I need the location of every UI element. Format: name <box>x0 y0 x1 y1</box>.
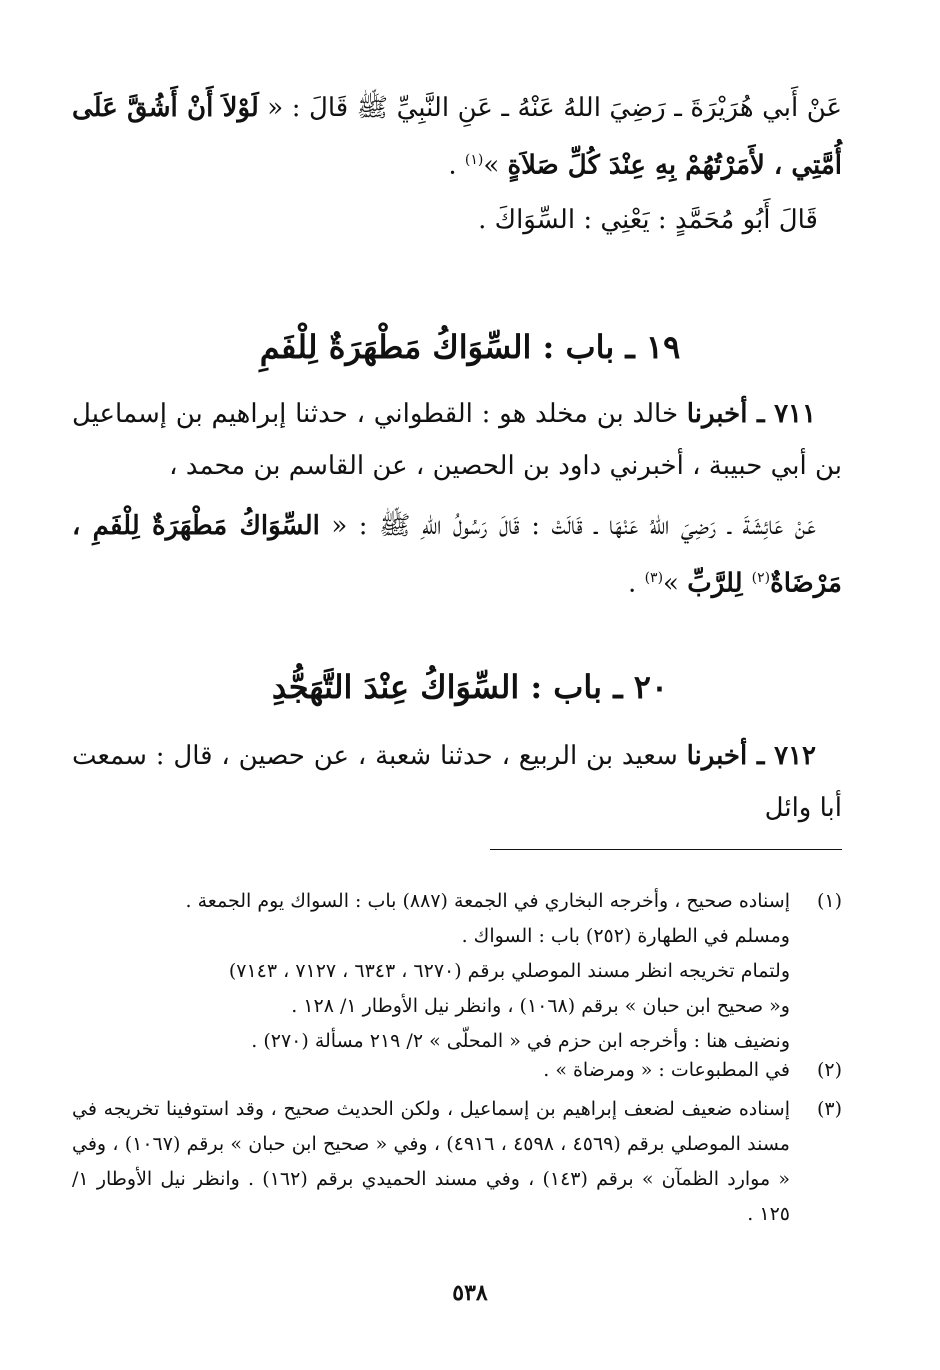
footnote-1-line: ولتمام تخريجه انظر مسند الموصلي برقم (٦٢٧٠ ، ٦٣٤٣ ، ٧١٢٧ ، ٧١٤٣) <box>228 960 790 982</box>
hadith-710-explanation: قَالَ أَبُو مُحَمَّدٍ : يَعْنِي : السِّوَاكَ . <box>478 205 818 235</box>
footnote-2 <box>72 1053 842 1088</box>
chapter-20-heading: ٢٠ ـ باب : السِّوَاكُ عِنْدَ التَّهَجُّدِ <box>271 668 669 706</box>
footnote-1-number: (١) <box>816 890 842 912</box>
footnote-ref-1: (١) <box>464 152 484 168</box>
footnote-3 <box>72 1092 842 1232</box>
hadith-711-quote-close: » <box>663 568 688 599</box>
hadith-710-intro: عَنْ أَبي هُرَيْرَةَ ـ رَضِيَ اللهُ عَنْهُ ـ عَنِ النَّبِيِّ ﷺ قَالَ : « <box>258 93 843 123</box>
footnote-2-number: (٢) <box>816 1059 842 1081</box>
hadith-711-matn <box>72 500 842 610</box>
hadith-711-chain: خالد بن مخلد هو : القطواني ، حدثنا إبراهيم بن إسماعيل بن أبي حبيبة ، أخبرني داود بن الحصين ، عن القاسم بن محمد ، <box>72 399 842 481</box>
hadith-712-chain: سعيد بن الربيع ، حدثنا شعبة ، عن حصين ، قال : سمعت أبا وائل <box>72 741 842 823</box>
hadith-710-quote-close: » <box>483 150 508 181</box>
footnote-1-line: ونضيف هنا : وأخرجه ابن حزم في « المحلّى » ٢/ ٢١٩ مسألة (٢٧٠) . <box>251 1030 790 1052</box>
footnote-ref-3: (٣) <box>644 570 664 586</box>
hadith-711-akhbarana: أخبرنا <box>686 399 757 429</box>
footnote-ref-2: (٢) <box>751 570 771 586</box>
hadith-710-text <box>72 82 842 192</box>
footnote-1-line: ومسلم في الطهارة (٢٥٢) باب : السواك . <box>461 925 790 947</box>
footnote-separator <box>490 849 842 850</box>
hadith-710-quote: لَوْلاَ أَنْ أَشُقَّ عَلَى أُمَّتِي ، لأَمَرْتُهُمْ بِهِ عِنْدَ كُلِّ صَلاَةٍ <box>72 93 842 181</box>
hadith-711-quote-b: لِلرَّبِّ <box>687 568 752 599</box>
hadith-710-end: . <box>448 150 465 181</box>
hadith-712-isnad <box>72 730 842 834</box>
page-number: ٥٣٨ <box>452 1280 488 1306</box>
footnote-3-number: (٣) <box>816 1098 842 1120</box>
footnote-1-line: و« صحيح ابن حبان » برقم (١٠٦٨) ، وانظر نيل الأوطار ١/ ١٢٨ . <box>291 995 790 1017</box>
hadith-712-akhbarana: أخبرنا <box>686 741 757 771</box>
hadith-711-isnad <box>72 388 842 492</box>
footnote-1-line: إسناده صحيح ، وأخرجه البخاري في الجمعة (٨٨٧) باب : السواك يوم الجمعة . <box>185 890 790 912</box>
hadith-711-intro: عَنْ عَائِشَةَ ـ رَضِيَ اللهُ عَنْهَا ـ قَالَتْ : قَالَ رَسُولُ اللهِ ﷺ : « <box>319 511 816 541</box>
hadith-711-number: ٧١١ ـ <box>756 399 816 429</box>
chapter-19-heading: ١٩ ـ باب : السِّوَاكُ مَطْهَرَةٌ لِلْفَمِ <box>259 328 681 366</box>
footnote-2-line: في المطبوعات : « ومرضاة » . <box>543 1059 790 1081</box>
hadith-712-number: ٧١٢ ـ <box>756 741 817 771</box>
footnotes <box>72 884 842 1232</box>
hadith-711-quote-a: السِّوَاكُ مَطْهَرَةٌ لِلْفَمِ ، مَرْضَاةٌ <box>72 511 842 599</box>
footnote-1 <box>72 884 842 1059</box>
footnote-3-text: إسناده ضعيف لضعف إبراهيم بن إسماعيل ، ولكن الحديث صحيح ، وقد استوفينا تخريجه في مسند الموصلي برقم (٤٥٦٩ ، ٤٥٩٨ ، ٤٩١٦) ، وفي « صحيح ابن حبان » برقم (١٠٦٧) ، وفي « موارد الظمآن » برقم (١٤٣) ، وفي مسند الحميدي برقم (١٦٢) . وانظر نيل الأوطار ١/ ١٢٥ . <box>72 1098 790 1225</box>
hadith-711-end: . <box>628 568 645 599</box>
